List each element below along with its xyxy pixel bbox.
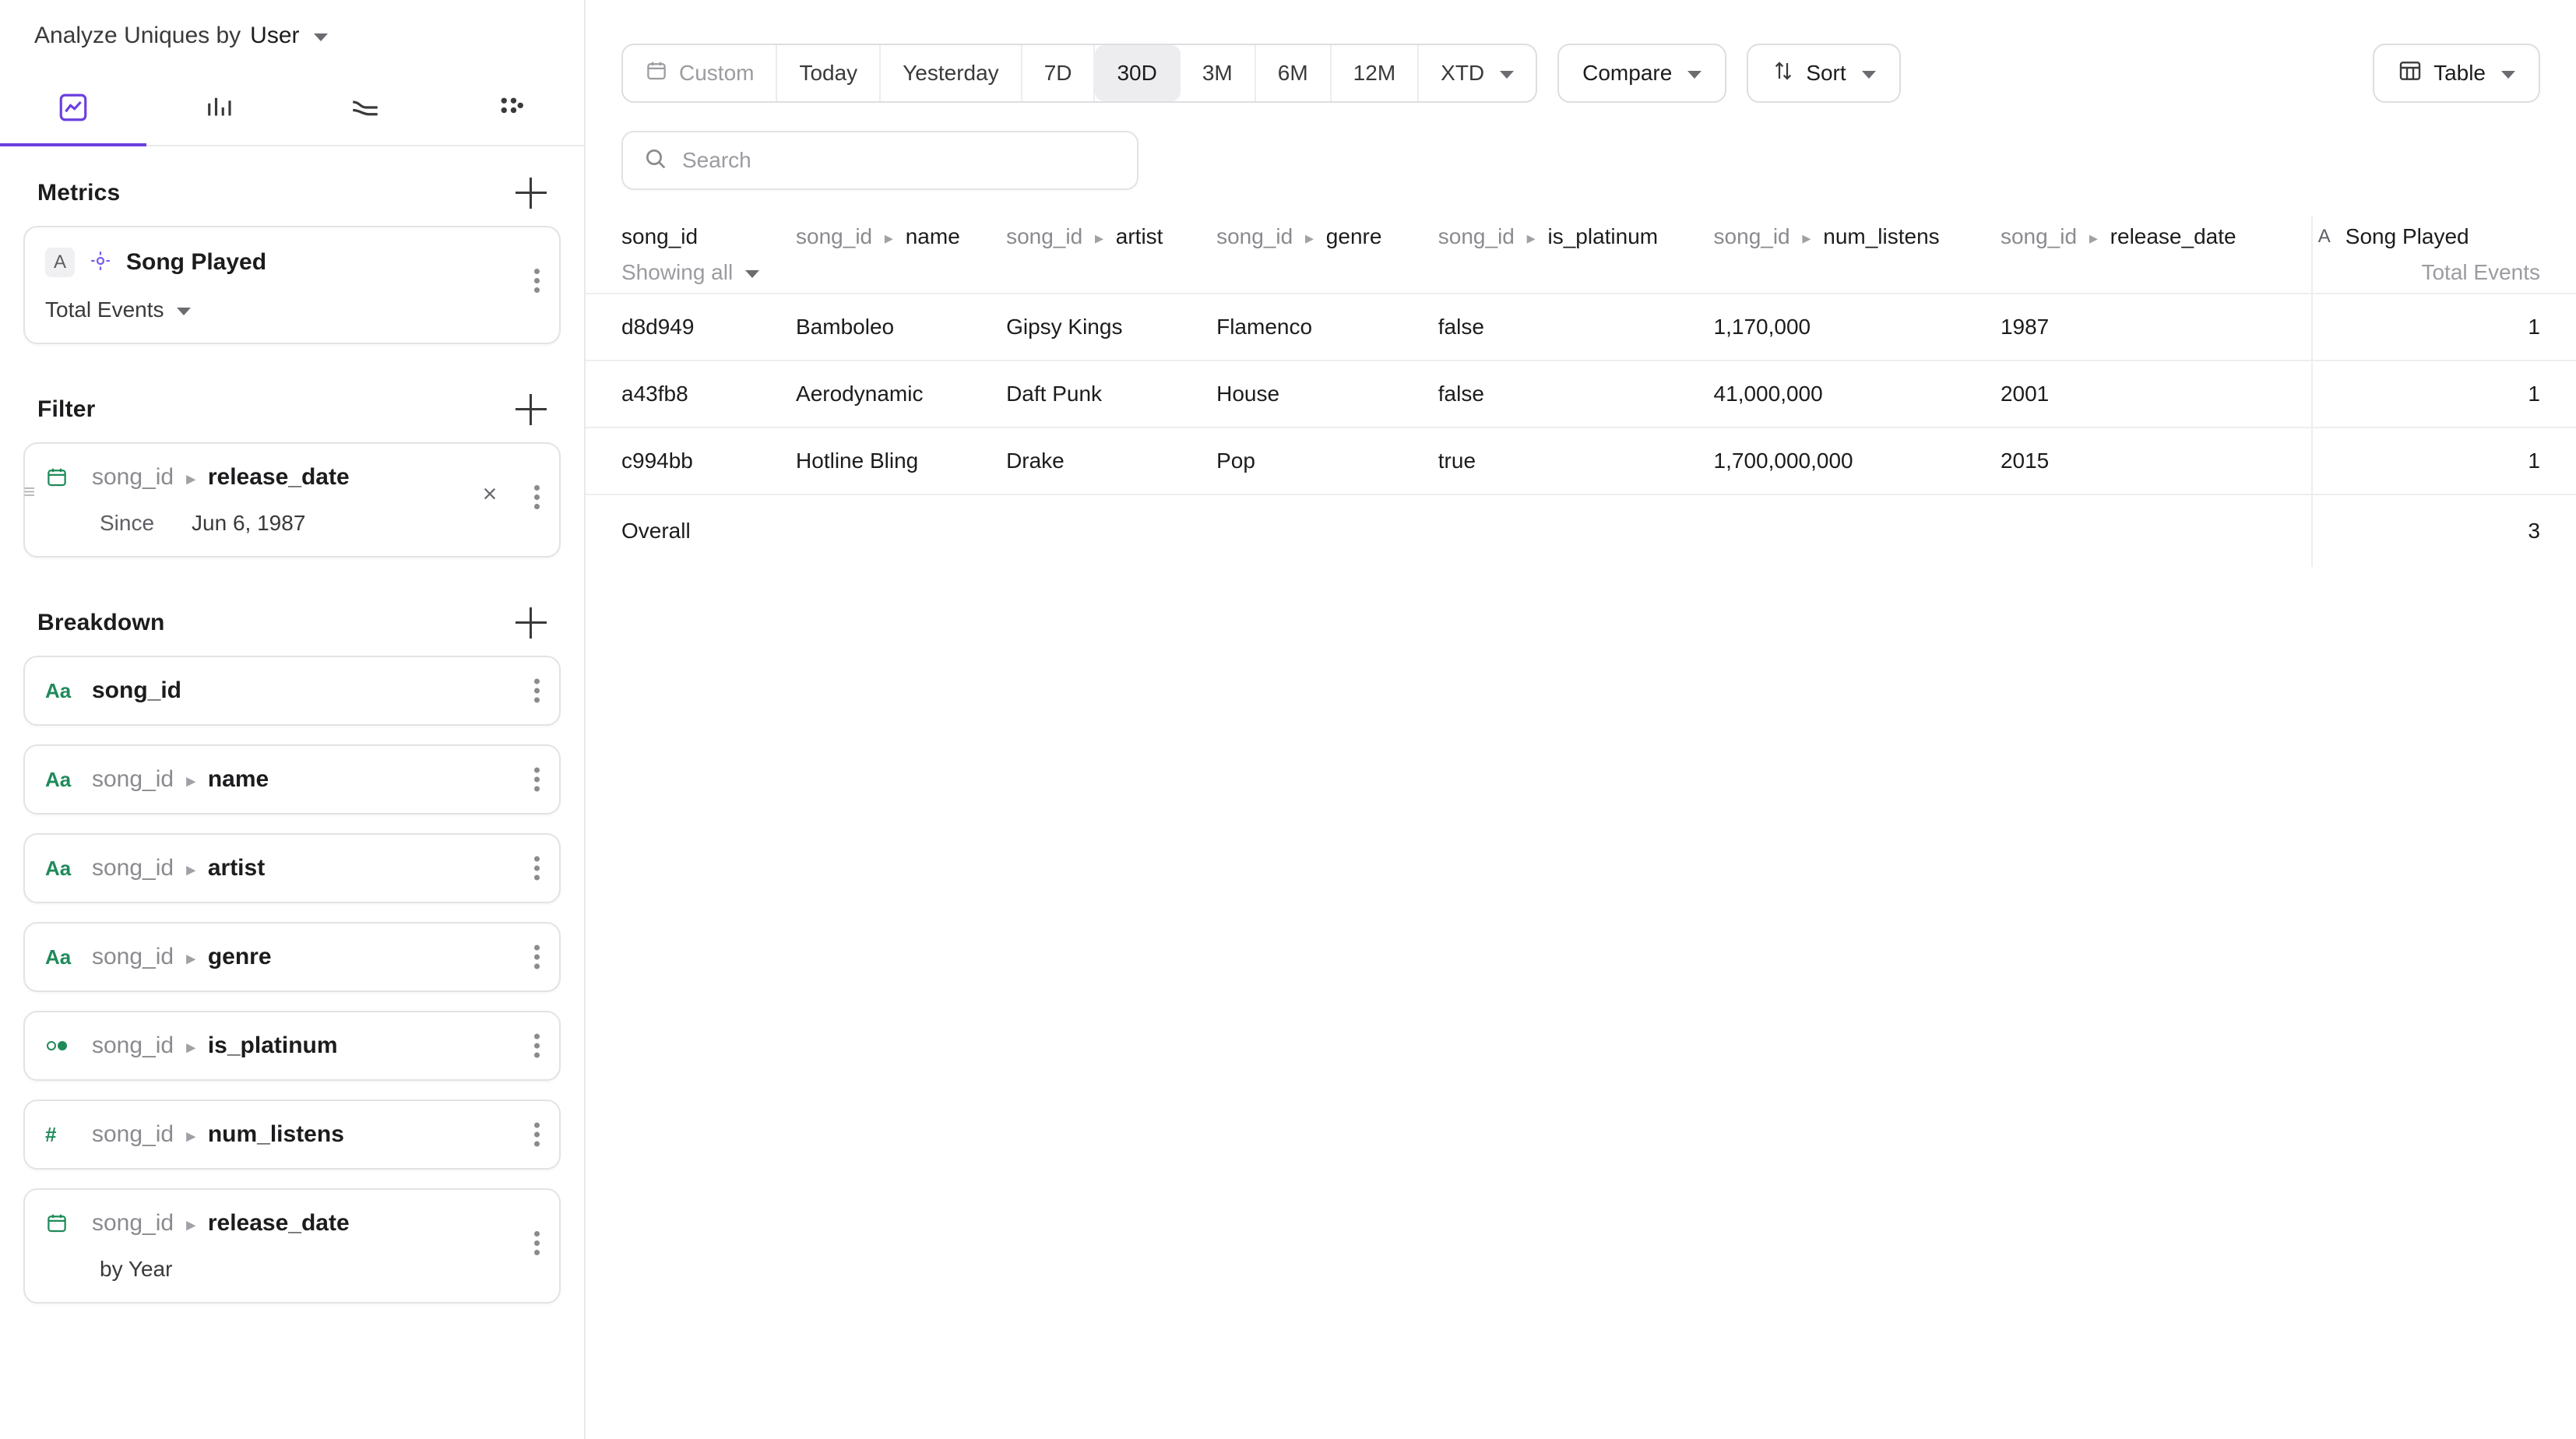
- breakdown-prefix: song_id: [92, 1121, 174, 1147]
- sort-icon: [1772, 59, 1795, 88]
- range-7d-label: 7D: [1043, 61, 1072, 85]
- table-body: [586, 294, 2576, 567]
- breakdown-menu-button[interactable]: [531, 1119, 542, 1151]
- column-genre-title: genre: [1325, 224, 1382, 248]
- chevron-down-icon: [1500, 71, 1514, 79]
- table-row[interactable]: [586, 294, 2576, 361]
- metric-badge-icon: A: [2317, 226, 2331, 247]
- breakdown-section: [0, 576, 584, 1304]
- breakdown-label: artist: [207, 855, 266, 881]
- breakdown-label: name: [207, 766, 269, 792]
- column-genre[interactable]: [1216, 216, 1438, 294]
- range-xtd[interactable]: [1419, 45, 1536, 101]
- path-arrow-icon: ▸: [1526, 228, 1536, 248]
- breakdown-item[interactable]: [23, 656, 561, 726]
- range-3m[interactable]: [1181, 45, 1256, 101]
- chevron-down-icon: [1687, 71, 1701, 79]
- range-today[interactable]: [777, 45, 881, 101]
- cell-name: Bamboleo: [796, 294, 1006, 361]
- breakdown-prefix: song_id: [92, 766, 174, 792]
- range-7d[interactable]: [1022, 45, 1096, 101]
- path-arrow-icon: ▸: [186, 771, 195, 790]
- range-yesterday-label: Yesterday: [903, 61, 999, 85]
- column-num-listens[interactable]: [1714, 216, 2001, 294]
- cell-artist: Drake: [1006, 427, 1216, 494]
- breakdown-title: Breakdown: [37, 610, 165, 635]
- breakdown-label: is_platinum: [207, 1033, 338, 1058]
- breakdown-prefix: song_id: [92, 1033, 174, 1058]
- cell-artist: Daft Punk: [1006, 361, 1216, 427]
- grid-icon: [494, 91, 527, 124]
- cell-genre: House: [1216, 361, 1438, 427]
- line-chart-icon: [57, 91, 90, 124]
- cell-name: Aerodynamic: [796, 361, 1006, 427]
- range-12m[interactable]: [1332, 45, 1419, 101]
- metric-menu-button[interactable]: [531, 265, 542, 297]
- breakdown-label: release_date: [207, 1210, 350, 1236]
- area-chart-tab[interactable]: [292, 72, 438, 146]
- analyze-value[interactable]: User: [250, 23, 300, 48]
- left-panel: [0, 0, 586, 1439]
- cell-song-id: a43fb8: [586, 361, 796, 427]
- column-song-id-filter[interactable]: [621, 260, 777, 285]
- compare-label: Compare: [1582, 61, 1673, 85]
- path-arrow-icon: ▸: [186, 948, 195, 968]
- results-table: [586, 216, 2576, 567]
- range-custom-label: Custom: [679, 61, 755, 85]
- column-num-listens-title: num_listens: [1823, 224, 1940, 248]
- overall-metric: 3: [2312, 494, 2576, 567]
- column-genre-prefix: song_id: [1216, 224, 1293, 248]
- cell-is-platinum: false: [1438, 294, 1714, 361]
- breakdown-item[interactable]: [23, 1011, 561, 1081]
- boolean-type-icon: [45, 1038, 78, 1054]
- text-type-icon: Aa: [45, 856, 72, 880]
- breakdown-item[interactable]: [23, 1188, 561, 1304]
- column-release-date[interactable]: [2001, 216, 2312, 294]
- breakdown-menu-button[interactable]: [531, 1227, 542, 1259]
- breakdown-granularity-label: by Year: [100, 1257, 173, 1281]
- breakdown-granularity[interactable]: [25, 1257, 559, 1302]
- range-3m-label: 3M: [1202, 61, 1233, 85]
- filter-date-value[interactable]: Jun 6, 1987: [192, 511, 306, 535]
- breakdown-menu-button[interactable]: [531, 675, 542, 707]
- view-type-button[interactable]: [2373, 44, 2540, 103]
- table-header: [586, 216, 2576, 294]
- column-name-prefix: song_id: [796, 224, 873, 248]
- column-name[interactable]: [796, 216, 1006, 294]
- breakdown-item[interactable]: [23, 1099, 561, 1170]
- cell-num-listens: 1,700,000,000: [1714, 427, 2001, 494]
- date-range-segmented-control: [621, 44, 1537, 103]
- main-panel: [586, 0, 2576, 1439]
- range-30d[interactable]: [1095, 45, 1180, 101]
- metric-aggregation-label: Total Events: [45, 297, 164, 322]
- filter-title: Filter: [37, 396, 96, 422]
- metric-badge: A: [45, 248, 75, 277]
- column-metric[interactable]: [2312, 216, 2576, 294]
- text-type-icon: Aa: [45, 945, 72, 969]
- cell-num-listens: 1,170,000: [1714, 294, 2001, 361]
- path-arrow-icon: ▸: [1094, 228, 1103, 248]
- overall-blank-1: [796, 494, 1006, 567]
- search-bar-wrap: [586, 103, 2576, 190]
- column-song-id-title: song_id: [621, 224, 699, 248]
- column-song-id[interactable]: [586, 216, 796, 294]
- calendar-icon: [645, 59, 668, 88]
- breakdown-prefix: song_id: [92, 944, 174, 969]
- filter-property: release_date: [207, 464, 350, 490]
- path-arrow-icon: ▸: [186, 1037, 195, 1057]
- search-box[interactable]: [621, 131, 1138, 190]
- results-table-area: [586, 190, 2576, 567]
- filter-prefix: song_id: [92, 464, 174, 490]
- breakdown-label: genre: [207, 944, 272, 969]
- column-release-date-title: release_date: [2110, 224, 2236, 248]
- filter-condition-row[interactable]: [25, 511, 559, 556]
- text-type-icon: Aa: [45, 678, 72, 702]
- chevron-down-icon[interactable]: [314, 33, 328, 41]
- cell-metric: 1: [2312, 427, 2576, 494]
- cell-metric: 1: [2312, 361, 2576, 427]
- table-row[interactable]: [586, 427, 2576, 494]
- grid-tab[interactable]: [438, 72, 585, 146]
- filter-section: [0, 363, 584, 558]
- view-type-label: Table: [2433, 61, 2486, 85]
- overall-blank-5: [1714, 494, 2001, 567]
- viz-tab-bar: [0, 72, 584, 146]
- range-6m-label: 6M: [1277, 61, 1308, 85]
- column-name-title: name: [905, 224, 960, 248]
- cell-artist: Gipsy Kings: [1006, 294, 1216, 361]
- chevron-down-icon: [2501, 71, 2515, 79]
- calendar-icon: [45, 1212, 78, 1235]
- path-arrow-icon: ▸: [1304, 228, 1314, 248]
- breakdown-menu-button[interactable]: [531, 764, 542, 796]
- cell-name: Hotline Bling: [796, 427, 1006, 494]
- cell-release-date: 1987: [2001, 294, 2312, 361]
- cell-is-platinum: true: [1438, 427, 1714, 494]
- table-row[interactable]: [586, 361, 2576, 427]
- column-metric-title: Song Played: [2345, 224, 2469, 248]
- sort-label: Sort: [1806, 61, 1846, 85]
- column-is-platinum[interactable]: [1438, 216, 1714, 294]
- breakdown-menu-button[interactable]: [531, 1030, 542, 1062]
- breakdown-header: [23, 576, 561, 656]
- add-filter-button[interactable]: [516, 394, 547, 425]
- number-type-icon: #: [45, 1122, 57, 1146]
- path-arrow-icon: ▸: [884, 228, 893, 248]
- breakdown-label: song_id: [92, 677, 182, 703]
- cell-release-date: 2001: [2001, 361, 2312, 427]
- cell-genre: Pop: [1216, 427, 1438, 494]
- breakdown-menu-button[interactable]: [531, 853, 542, 885]
- column-is-platinum-prefix: song_id: [1438, 224, 1515, 248]
- column-artist[interactable]: [1006, 216, 1216, 294]
- chevron-down-icon[interactable]: [177, 308, 191, 315]
- metric-card-row: [25, 227, 559, 297]
- bar-chart-tab[interactable]: [146, 72, 293, 146]
- path-arrow-icon: ▸: [1802, 228, 1811, 248]
- overall-blank-4: [1438, 494, 1714, 567]
- cell-song-id: d8d949: [586, 294, 796, 361]
- text-type-icon: Aa: [45, 767, 72, 791]
- path-arrow-icon: ▸: [186, 1215, 195, 1234]
- path-arrow-icon: ▸: [186, 860, 195, 879]
- range-yesterday[interactable]: [881, 45, 1022, 101]
- breakdown-item[interactable]: [23, 833, 561, 903]
- breakdown-prefix: song_id: [92, 855, 174, 881]
- column-artist-title: artist: [1115, 224, 1163, 248]
- sparkle-icon: [89, 249, 112, 276]
- filter-header: [23, 363, 561, 442]
- drag-handle-icon[interactable]: ≡: [23, 480, 36, 503]
- column-is-platinum-title: is_platinum: [1547, 224, 1659, 248]
- cell-is-platinum: false: [1438, 361, 1714, 427]
- range-today-label: Today: [799, 61, 858, 85]
- breakdown-item[interactable]: [23, 922, 561, 992]
- remove-filter-button[interactable]: ×: [482, 480, 498, 508]
- analyze-bar: [0, 0, 584, 72]
- toolbar: [586, 0, 2576, 103]
- filter-condition-label: Since: [100, 511, 155, 535]
- calendar-icon: [45, 466, 78, 489]
- column-song-id-sub: Showing all: [621, 260, 734, 284]
- area-chart-icon: [349, 91, 382, 124]
- overall-blank-3: [1216, 494, 1438, 567]
- metric-label: Song Played: [126, 249, 267, 275]
- path-arrow-icon: ▸: [186, 469, 195, 488]
- path-arrow-icon: ▸: [2089, 228, 2098, 248]
- table-icon: [2398, 58, 2423, 89]
- overall-blank-2: [1006, 494, 1216, 567]
- range-xtd-label: XTD: [1441, 61, 1485, 85]
- metric-aggregation[interactable]: [25, 297, 559, 343]
- chevron-down-icon: [745, 270, 759, 278]
- chevron-down-icon: [1862, 71, 1876, 79]
- metric-card[interactable]: [23, 226, 561, 344]
- breakdown-item[interactable]: [23, 744, 561, 814]
- breakdown-prefix: song_id: [92, 1210, 174, 1236]
- metrics-section: [0, 146, 584, 344]
- cell-metric: 1: [2312, 294, 2576, 361]
- breakdown-label: num_listens: [207, 1121, 344, 1147]
- filter-label: [92, 464, 350, 491]
- range-custom[interactable]: [623, 45, 777, 101]
- cell-num-listens: 41,000,000: [1714, 361, 2001, 427]
- cell-song-id: c994bb: [586, 427, 796, 494]
- compare-button[interactable]: [1557, 44, 1726, 103]
- overall-row: [586, 494, 2576, 567]
- line-chart-tab[interactable]: [0, 72, 146, 146]
- breakdown-menu-button[interactable]: [531, 941, 542, 973]
- path-arrow-icon: ▸: [186, 1126, 195, 1145]
- search-input[interactable]: [682, 148, 1117, 173]
- column-release-date-prefix: song_id: [2000, 224, 2078, 248]
- analyze-label: Analyze Uniques by: [34, 23, 241, 48]
- add-metric-button[interactable]: [516, 178, 547, 209]
- filter-menu-button[interactable]: [531, 481, 542, 513]
- bar-chart-icon: [202, 91, 235, 124]
- metrics-header: [23, 146, 561, 226]
- column-num-listens-prefix: song_id: [1713, 224, 1790, 248]
- sort-button[interactable]: [1747, 44, 1900, 103]
- range-12m-label: 12M: [1353, 61, 1396, 85]
- range-30d-label: 30D: [1117, 61, 1157, 85]
- search-icon: [643, 146, 668, 175]
- overall-blank-6: [2001, 494, 2312, 567]
- cell-genre: Flamenco: [1216, 294, 1438, 361]
- overall-label: Overall: [586, 494, 796, 567]
- column-metric-sub: Total Events: [2421, 260, 2540, 284]
- column-artist-prefix: song_id: [1006, 224, 1083, 248]
- filter-card[interactable]: [23, 442, 561, 558]
- range-6m[interactable]: [1256, 45, 1332, 101]
- add-breakdown-button[interactable]: [516, 607, 547, 639]
- metrics-title: Metrics: [37, 180, 121, 206]
- cell-release-date: 2015: [2001, 427, 2312, 494]
